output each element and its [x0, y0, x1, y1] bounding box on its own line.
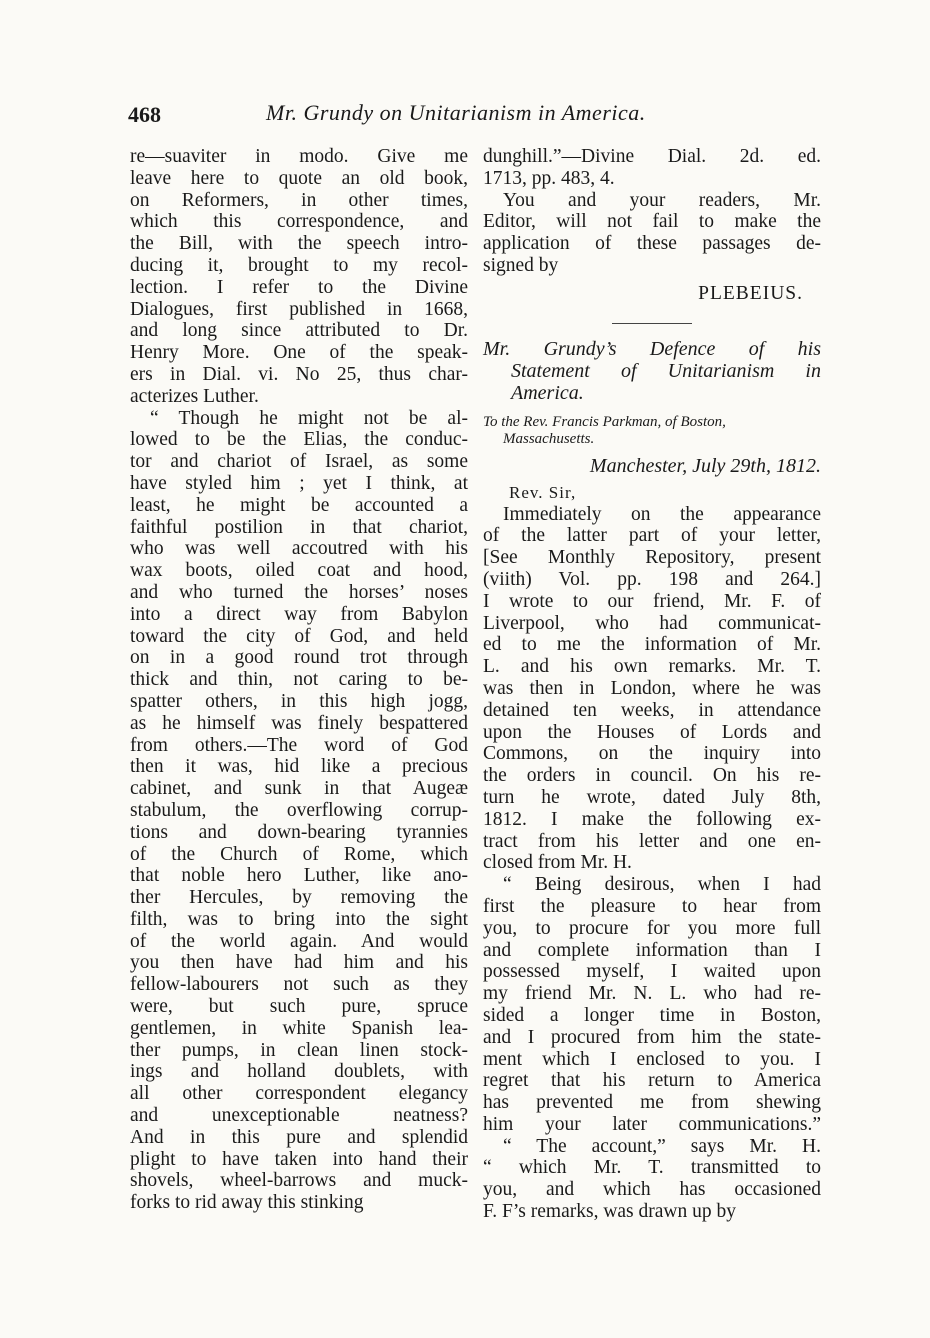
- text-line: first the pleasure to hear from: [483, 895, 821, 917]
- text-line: tions and down-bearing tyrannies: [130, 821, 468, 843]
- text-line: acterizes Luther.: [130, 385, 259, 407]
- text-line: you, to procure for you more full: [483, 917, 821, 939]
- heading-line: America.: [511, 381, 584, 404]
- text-line: shovels, wheel-barrows and muck-: [130, 1170, 468, 1192]
- text-line: of the latter part of your letter,: [483, 525, 821, 547]
- text-line: which this correspondence, and: [130, 211, 468, 233]
- text-line: regret that his return to America: [483, 1070, 821, 1092]
- text-line: ther pumps, in clean linen stock-: [130, 1039, 468, 1061]
- text-line: gentlemen, in white Spanish lea-: [130, 1017, 468, 1039]
- text-line: detained ten weeks, in attendance: [483, 699, 821, 721]
- text-line: application of these passages de-: [483, 233, 821, 255]
- text-line: lowed to be the Elias, the conduc-: [130, 429, 468, 451]
- text-line: least, he might be accounted a: [130, 494, 468, 516]
- text-line: filth, was to bring into the sight: [130, 908, 468, 930]
- text-line: who was well accoutred with his: [130, 538, 468, 560]
- text-line: L. and his own remarks. Mr. T.: [483, 656, 821, 678]
- text-line: have styled him ; yet I think, at: [130, 472, 468, 494]
- text-line: the Bill, with the speech intro-: [130, 233, 468, 255]
- text-line: 1713, pp. 483, 4.: [483, 167, 615, 189]
- text-line: forks to rid away this stinking: [130, 1192, 364, 1214]
- text-line: and complete information than I: [483, 939, 821, 961]
- text-line: tor and chariot of Israel, as some: [130, 451, 468, 473]
- text-line: my friend Mr. N. L. who had re-: [483, 983, 821, 1005]
- text-line: “ The account,” says Mr. H.: [503, 1135, 821, 1157]
- text-line: ther Hercules, by removing the: [130, 887, 468, 909]
- text-line: him your later communications.”: [483, 1113, 821, 1135]
- page-number: 468: [128, 102, 161, 127]
- text-line: signed by: [483, 254, 559, 276]
- text-line: [See Monthly Repository, present: [483, 547, 821, 569]
- text-line: on in a good round trot through: [130, 647, 468, 669]
- text-line: spatter others, in this high jogg,: [130, 690, 468, 712]
- text-line: ers in Dial. vi. No 25, thus char-: [130, 363, 468, 385]
- text-line: and who turned the horses’ noses: [130, 581, 468, 603]
- text-line: ings and holland doublets, with: [130, 1061, 468, 1083]
- text-line: And in this pure and splendid: [130, 1126, 468, 1148]
- text-line: of the Church of Rome, which: [130, 843, 468, 865]
- section-divider: [612, 323, 692, 324]
- text-line: was then in London, where he was: [483, 677, 821, 699]
- text-line: Immediately on the appearance: [503, 503, 821, 525]
- text-line: “ Though he might not be al-: [150, 407, 468, 429]
- text-line: ducing it, brought to my recol-: [130, 254, 468, 276]
- text-line: on Reformers, in other times,: [130, 189, 468, 211]
- left-column: [130, 146, 468, 1214]
- running-title: Mr. Grundy on Unitarianism in America.: [266, 100, 646, 125]
- text-line: ment which I enclosed to you. I: [483, 1048, 821, 1070]
- text-line: thick and thin, not caring to be-: [130, 669, 468, 691]
- text-line: from others.—The word of God: [130, 734, 468, 756]
- text-line: the orders in council. On his re-: [483, 765, 821, 787]
- text-line: “ which Mr. T. transmitted to: [483, 1157, 821, 1179]
- text-line: dunghill.”—Divine Dial. 2d. ed.: [483, 146, 821, 167]
- text-line: and long since attributed to Dr.: [130, 320, 468, 342]
- address-text: Massachusetts.: [503, 430, 595, 447]
- text-line: ed to me the information of Mr.: [483, 634, 821, 656]
- text-line: 1812. I make the following ex-: [483, 808, 821, 830]
- text-line: tract from his letter and one en-: [483, 830, 821, 852]
- text-line: Henry More. One of the speak-: [130, 342, 468, 364]
- address-line: [483, 414, 821, 448]
- signature: PLEBEIUS.: [698, 282, 803, 304]
- text-line: Dialogues, first published in 1668,: [130, 298, 468, 320]
- text-line: lection. I refer to the Divine: [130, 276, 468, 298]
- text-line: possessed myself, I waited upon: [483, 961, 821, 983]
- text-line: turn he wrote, dated July 8th,: [483, 786, 821, 808]
- text-line: cabinet, and sunk in that Augeæ: [130, 778, 468, 800]
- text-line: all other correspondent elegancy: [130, 1083, 468, 1105]
- page-header: [128, 96, 828, 136]
- text-line: I wrote to our friend, Mr. F. of: [483, 590, 821, 612]
- text-line: leave here to quote an old book,: [130, 167, 468, 189]
- text-line: F. F’s remarks, was drawn up by: [483, 1201, 736, 1223]
- text-line: You and your readers, Mr.: [503, 189, 821, 211]
- text-line: “ Being desirous, when I had: [503, 874, 821, 896]
- text-line: closed from Mr. H.: [483, 852, 632, 874]
- text-line: and unexceptionable neatness?: [130, 1105, 468, 1127]
- text-line: stabulum, the overflowing corrup-: [130, 799, 468, 821]
- letter-body: [483, 504, 821, 1223]
- text-line: you then have had him and his: [130, 952, 468, 974]
- text-line: sided a longer time in Boston,: [483, 1004, 821, 1026]
- article-heading: [483, 338, 821, 404]
- heading-line: Mr. Grundy’s Defence of his: [483, 337, 821, 360]
- text-line: then it was, hid like a precious: [130, 756, 468, 778]
- text-line: faithful postilion in that chariot,: [130, 516, 468, 538]
- text-line: Commons, on the inquiry into: [483, 743, 821, 765]
- text-line: re—suaviter in modo. Give me: [130, 146, 468, 167]
- address-text: To the Rev. Francis Parkman, of Boston,: [483, 413, 726, 430]
- text-line: plight to have taken into hand their: [130, 1148, 468, 1170]
- text-line: of the world again. And would: [130, 930, 468, 952]
- text-line: wax boots, oiled coat and hood,: [130, 560, 468, 582]
- text-line: (viith) Vol. pp. 198 and 264.]: [483, 568, 821, 590]
- text-line: that noble hero Luther, like ano-: [130, 865, 468, 887]
- text-line: were, but such pure, spruce: [130, 996, 468, 1018]
- text-line: Liverpool, who had communicat-: [483, 612, 821, 634]
- text-line: into a direct way from Babylon: [130, 603, 468, 625]
- letter-date: Manchester, July 29th, 1812.: [589, 454, 821, 477]
- text-line: fellow-labourers not such as they: [130, 974, 468, 996]
- text-line: Editor, will not fail to make the: [483, 211, 821, 233]
- heading-line: Statement of Unitarianism in: [511, 359, 821, 382]
- right-column: [483, 146, 821, 1223]
- text-line: as he himself was finely bespattered: [130, 712, 468, 734]
- text-line: upon the Houses of Lords and: [483, 721, 821, 743]
- letter-ending: [483, 146, 821, 277]
- salutation: Rev. Sir,: [509, 482, 577, 502]
- text-line: you, and which has occasioned: [483, 1179, 821, 1201]
- text-line: has prevented me from shewing: [483, 1092, 821, 1114]
- text-line: and I procured from him the state-: [483, 1026, 821, 1048]
- text-line: toward the city of God, and held: [130, 625, 468, 647]
